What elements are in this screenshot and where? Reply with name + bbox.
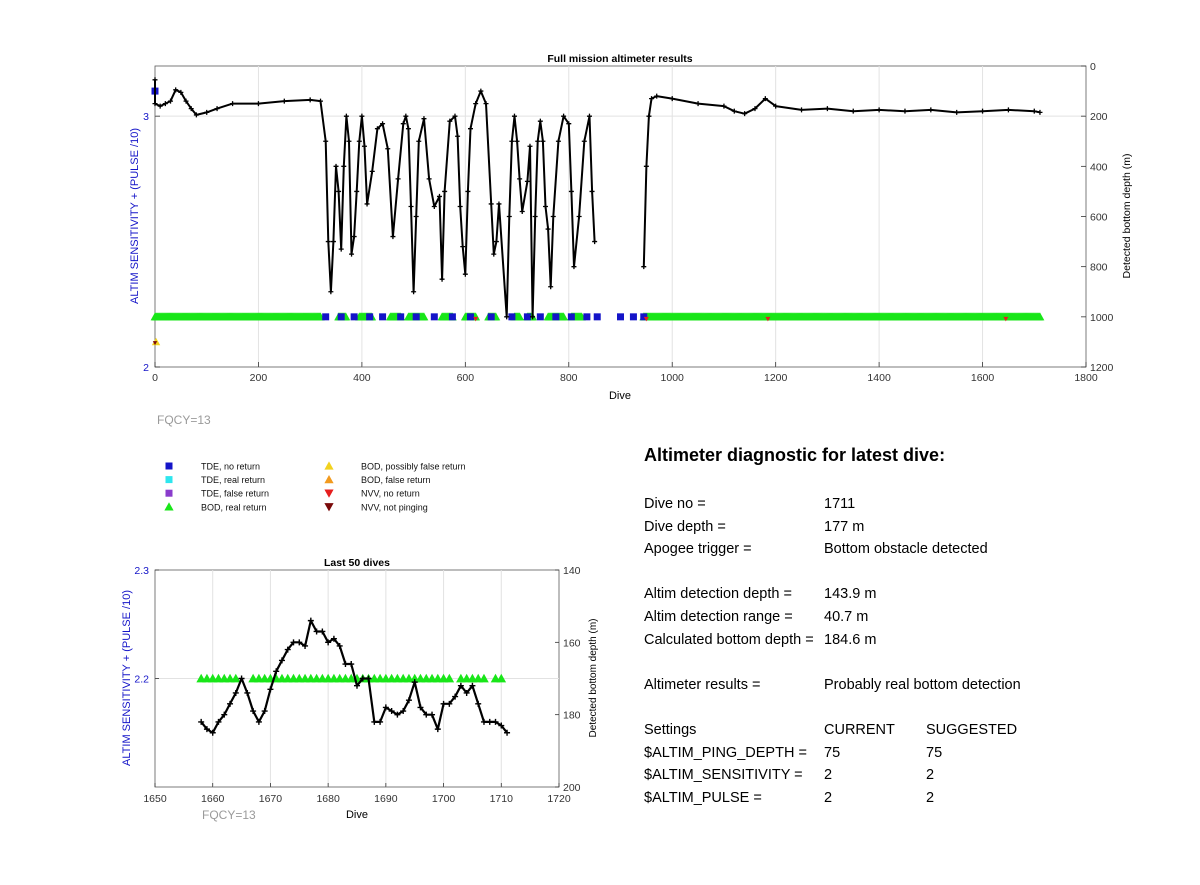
diag-row	[644, 609, 945, 632]
legend-label: BOD, real return	[201, 502, 267, 513]
diag-row	[644, 496, 945, 519]
legend-triangle-up-icon	[164, 502, 173, 510]
diag-value: 143.9 m	[824, 586, 877, 603]
diagnostic-panel	[644, 445, 1021, 812]
diag-spacer	[644, 564, 945, 587]
tde-no-return-marker	[431, 313, 438, 320]
diag-key: Dive no =	[644, 496, 706, 512]
legend-label: TDE, no return	[201, 461, 261, 472]
x-tick-label: 1200	[763, 372, 788, 384]
y-tick-label-right: 800	[1090, 261, 1108, 274]
x-tick-label: 1660	[201, 793, 225, 805]
top-chart-title: Full mission altimeter results	[547, 53, 693, 65]
y-tick-label-right: 1200	[1090, 362, 1114, 374]
diag-row	[644, 586, 945, 609]
legend-square-icon	[166, 490, 173, 497]
diag-key: Calculated bottom depth =	[644, 631, 814, 648]
diag-spacer	[644, 654, 945, 677]
tde-no-return-marker	[583, 313, 590, 320]
y-tick-label-right: 180	[563, 709, 581, 722]
x-tick-label: 1710	[489, 793, 513, 805]
diag-value: 40.7 m	[824, 608, 869, 625]
y-tick-label-left: 2	[143, 362, 149, 374]
y-tick-label-right: 1000	[1090, 311, 1114, 324]
diag-key: $ALTIM_PING_DEPTH =	[644, 744, 807, 761]
x-tick-label: 1670	[258, 793, 283, 805]
x-tick-label: 400	[353, 372, 371, 384]
x-tick-label: 1680	[316, 793, 340, 805]
diag-value: Bottom obstacle detected	[824, 541, 988, 558]
top-y-label-right: Detected bottom depth (m)	[1121, 153, 1133, 279]
tde-no-return-marker	[397, 313, 404, 320]
tde-no-return-marker	[594, 313, 601, 320]
x-tick-label: 1700	[431, 793, 456, 805]
x-tick-label: 600	[456, 372, 475, 384]
x-tick-label: 1800	[1074, 372, 1098, 384]
y-tick-label-right: 140	[563, 565, 581, 577]
diag-key: Apogee trigger =	[644, 541, 752, 558]
diag-suggested-value: SUGGESTED	[926, 721, 1018, 738]
x-tick-label: 1400	[867, 372, 891, 384]
diag-value: 2	[824, 789, 833, 806]
top-chart	[129, 53, 1133, 427]
diag-key: Altim detection range =	[644, 608, 793, 625]
legend-triangle-up-icon	[324, 461, 333, 469]
settings-row	[644, 745, 945, 768]
legend-label: BOD, false return	[361, 475, 431, 486]
y-tick-label-right: 400	[1090, 161, 1108, 174]
diag-key: Altimeter results =	[644, 676, 761, 693]
diag-value: 177 m	[824, 518, 865, 535]
diag-row	[644, 519, 945, 542]
top-fqcy-label: FQCY=13	[157, 413, 211, 427]
diag-value: Probably real bottom detection	[824, 676, 1021, 693]
tde-no-return-marker	[449, 313, 456, 320]
settings-header-row	[644, 721, 1018, 745]
y-tick-label-right: 600	[1090, 211, 1108, 224]
settings-row	[644, 790, 945, 813]
diag-value: CURRENT	[824, 721, 895, 738]
bottom-y-label-right: Detected bottom depth (m)	[588, 618, 599, 738]
tde-no-return-marker	[322, 313, 329, 320]
diag-suggested-value: 2	[926, 789, 935, 806]
diagnostic-title: Altimeter diagnostic for latest dive:	[644, 445, 946, 465]
legend-triangle-up-icon	[324, 475, 333, 483]
diagnostic-body	[644, 496, 1021, 812]
diag-key: $ALTIM_PULSE =	[644, 789, 762, 806]
tde-no-return-marker	[552, 313, 559, 320]
x-tick-label: 1000	[660, 372, 684, 384]
tde-no-return-marker	[568, 313, 575, 320]
tde-no-return-marker	[379, 313, 386, 320]
diag-row	[644, 541, 988, 564]
legend-square-icon	[166, 463, 173, 470]
x-tick-label: 200	[249, 372, 268, 384]
bottom-chart	[121, 557, 599, 822]
diag-value: 2	[824, 767, 833, 784]
y-tick-label-left: 2.2	[134, 673, 149, 686]
x-tick-label: 800	[560, 372, 578, 384]
legend-label: TDE, false return	[201, 488, 270, 499]
x-tick-label: 1650	[143, 793, 167, 805]
diag-value: 1711	[824, 496, 856, 512]
y-tick-label-left: 2.3	[134, 565, 149, 577]
bottom-fqcy-label: FQCY=13	[202, 808, 256, 822]
settings-row	[644, 767, 945, 790]
top-x-label: Dive	[608, 390, 632, 402]
x-tick-label: 1720	[547, 793, 571, 805]
legend-label: NVV, not pinging	[361, 502, 428, 513]
diag-row	[644, 632, 945, 655]
bottom-chart-title: Last 50 dives	[324, 557, 390, 569]
bottom-x-label: Dive	[345, 809, 369, 821]
diag-suggested-value: 75	[926, 744, 943, 761]
legend-square-icon	[166, 476, 173, 483]
tde-no-return-marker	[617, 313, 624, 320]
legend	[164, 461, 465, 512]
diag-key: $ALTIM_SENSITIVITY =	[644, 767, 803, 784]
tde-no-return-marker	[524, 313, 531, 320]
top-y-label-left: ALTIM SENSITIVITY + (PULSE /10)	[129, 128, 141, 304]
legend-label: TDE, real return	[201, 475, 266, 486]
diag-key: Altim detection depth =	[644, 586, 792, 603]
tde-no-return-marker	[508, 313, 515, 320]
tde-no-return-marker	[467, 313, 474, 320]
tde-no-return-marker	[630, 313, 637, 320]
tde-no-return-marker	[366, 313, 373, 320]
y-tick-label-right: 160	[563, 637, 581, 650]
y-tick-label-right: 0	[1090, 61, 1096, 73]
tde-no-return-marker	[537, 313, 544, 320]
diag-value: 75	[824, 744, 841, 761]
legend-triangle-down-icon	[324, 490, 333, 498]
x-tick-label: 1690	[374, 793, 398, 805]
tde-no-return-marker	[488, 313, 495, 320]
x-tick-label: 0	[152, 372, 158, 384]
x-tick-label: 1600	[970, 372, 995, 384]
tde-no-return-marker	[351, 313, 358, 320]
y-tick-label-left: 3	[143, 111, 149, 124]
diag-value: 184.6 m	[824, 631, 877, 648]
bottom-y-label-left: ALTIM SENSITIVITY + (PULSE /10)	[121, 590, 133, 766]
legend-triangle-down-icon	[324, 503, 333, 511]
diag-key: Settings	[644, 721, 697, 738]
tde-no-return-marker	[338, 313, 345, 320]
diag-suggested-value: 2	[926, 767, 935, 784]
y-tick-label-right: 200	[563, 782, 581, 794]
legend-label: NVV, no return	[361, 488, 420, 499]
tde-no-return-marker	[413, 313, 420, 320]
legend-label: BOD, possibly false return	[361, 461, 466, 472]
diag-spacer	[644, 699, 945, 722]
y-tick-label-right: 200	[1090, 111, 1108, 124]
diag-key: Dive depth =	[644, 518, 726, 535]
diag-result-row	[644, 676, 1021, 700]
